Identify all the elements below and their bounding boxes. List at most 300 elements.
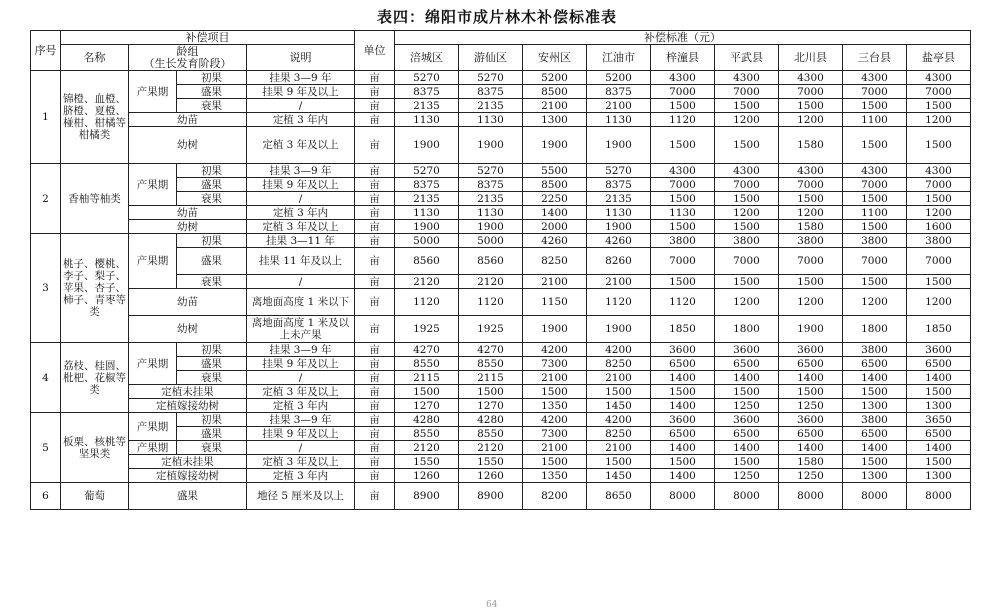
value-cell: 4300	[779, 71, 843, 85]
value-cell: 8250	[587, 357, 651, 371]
value-cell: 1900	[523, 127, 587, 164]
value-cell: 3600	[715, 413, 779, 427]
stage-label: 产果期	[129, 234, 177, 289]
value-cell: 2135	[395, 99, 459, 113]
value-cell: 7000	[651, 85, 715, 99]
stage-label: 幼树	[129, 127, 247, 164]
row-desc: 定植 3 年内	[247, 399, 355, 413]
value-cell: 1500	[651, 455, 715, 469]
value-cell: 2120	[395, 441, 459, 455]
value-cell: 4300	[715, 164, 779, 178]
value-cell: 7000	[843, 178, 907, 192]
value-cell: 1120	[651, 289, 715, 316]
row-unit: 亩	[355, 455, 395, 469]
value-cell: 1500	[779, 99, 843, 113]
row-unit: 亩	[355, 289, 395, 316]
sub-stage: 衰果	[177, 99, 247, 113]
value-cell: 4200	[587, 343, 651, 357]
value-cell: 2120	[459, 441, 523, 455]
value-cell: 1500	[651, 192, 715, 206]
stage-label: 产果期	[129, 413, 177, 441]
value-cell: 6500	[907, 427, 971, 441]
row-desc: /	[247, 371, 355, 385]
value-cell: 4280	[395, 413, 459, 427]
value-cell: 1130	[587, 113, 651, 127]
value-cell: 1200	[715, 113, 779, 127]
value-cell: 1300	[907, 399, 971, 413]
value-cell: 1500	[651, 275, 715, 289]
value-cell: 1900	[459, 127, 523, 164]
value-cell: 1400	[651, 469, 715, 483]
value-cell: 1200	[907, 289, 971, 316]
row-desc: 离地面高度 1 米以下	[247, 289, 355, 316]
value-cell: 1925	[395, 316, 459, 343]
value-cell: 1500	[843, 192, 907, 206]
value-cell: 1130	[395, 206, 459, 220]
table-row	[31, 399, 971, 413]
row-desc: 挂果 9 年及以上	[247, 178, 355, 192]
value-cell: 1500	[843, 455, 907, 469]
value-cell: 1130	[651, 206, 715, 220]
value-cell: 8000	[907, 483, 971, 510]
row-desc: 地径 5 厘米及以上	[247, 483, 355, 510]
value-cell: 2100	[587, 99, 651, 113]
value-cell: 1250	[715, 399, 779, 413]
value-cell: 1120	[651, 113, 715, 127]
value-cell: 1350	[523, 399, 587, 413]
value-cell: 4200	[523, 413, 587, 427]
value-cell: 8375	[587, 85, 651, 99]
value-cell: 2250	[523, 192, 587, 206]
value-cell: 1500	[715, 220, 779, 234]
stage-label: 产果期	[129, 164, 177, 206]
value-cell: 4300	[843, 71, 907, 85]
value-cell: 1100	[843, 206, 907, 220]
row-desc: 定植 3 年内	[247, 206, 355, 220]
table-row	[31, 483, 971, 510]
value-cell: 4260	[587, 234, 651, 248]
value-cell: 2135	[587, 192, 651, 206]
row-unit: 亩	[355, 469, 395, 483]
value-cell: 8260	[587, 248, 651, 275]
value-cell: 6500	[779, 357, 843, 371]
stage-label: 定植嫁接幼树	[129, 469, 247, 483]
value-cell: 8550	[459, 427, 523, 441]
group-seq: 6	[31, 483, 61, 510]
row-unit: 亩	[355, 71, 395, 85]
value-cell: 2135	[459, 192, 523, 206]
value-cell: 8000	[651, 483, 715, 510]
group-name: 荔枝、桂圆、枇杷、花椒等类	[61, 343, 129, 413]
value-cell: 1500	[779, 192, 843, 206]
page-title: 表四：绵阳市成片林木补偿标准表	[376, 8, 617, 26]
row-unit: 亩	[355, 99, 395, 113]
row-unit: 亩	[355, 427, 395, 441]
value-cell: 4300	[779, 164, 843, 178]
group-seq: 4	[31, 343, 61, 413]
value-cell: 2100	[587, 441, 651, 455]
value-cell: 1500	[907, 99, 971, 113]
value-cell: 1100	[843, 113, 907, 127]
value-cell: 7000	[779, 85, 843, 99]
value-cell: 1500	[715, 99, 779, 113]
stage-label: 幼苗	[129, 113, 247, 127]
header-region: 盐亭县	[907, 45, 971, 71]
group-seq: 3	[31, 234, 61, 343]
value-cell: 1500	[651, 127, 715, 164]
value-cell: 5000	[395, 234, 459, 248]
row-desc: /	[247, 275, 355, 289]
sub-stage: 盛果	[177, 248, 247, 275]
value-cell: 1270	[395, 399, 459, 413]
group-seq: 5	[31, 413, 61, 483]
table-row	[31, 164, 971, 178]
value-cell: 1800	[715, 316, 779, 343]
group-name: 板栗、核桃等坚果类	[61, 413, 129, 483]
value-cell: 8200	[523, 483, 587, 510]
value-cell: 3600	[907, 343, 971, 357]
value-cell: 1450	[587, 399, 651, 413]
value-cell: 1500	[587, 455, 651, 469]
value-cell: 1900	[587, 316, 651, 343]
value-cell: 5200	[587, 71, 651, 85]
table-row	[31, 343, 971, 357]
row-desc: /	[247, 441, 355, 455]
value-cell: 1400	[907, 441, 971, 455]
row-desc: 离地面高度 1 米及以上未产果	[247, 316, 355, 343]
value-cell: 8500	[523, 85, 587, 99]
value-cell: 7000	[715, 85, 779, 99]
value-cell: 4200	[523, 343, 587, 357]
value-cell: 1500	[459, 385, 523, 399]
value-cell: 2100	[587, 275, 651, 289]
row-desc: 定植 3 年及以上	[247, 220, 355, 234]
row-desc: 挂果 9 年及以上	[247, 357, 355, 371]
header-project: 补偿项目	[61, 31, 355, 45]
value-cell: 1500	[843, 275, 907, 289]
value-cell: 7000	[907, 85, 971, 99]
value-cell: 1900	[395, 220, 459, 234]
sub-stage: 初果	[177, 71, 247, 85]
page-number: 64	[486, 600, 498, 610]
value-cell: 1900	[459, 220, 523, 234]
value-cell: 8550	[395, 427, 459, 441]
table-row	[31, 71, 971, 85]
value-cell: 1400	[779, 371, 843, 385]
table-row	[31, 385, 971, 399]
value-cell: 3600	[651, 343, 715, 357]
value-cell: 1400	[523, 206, 587, 220]
value-cell: 2100	[523, 99, 587, 113]
value-cell: 1400	[715, 441, 779, 455]
value-cell: 1900	[587, 127, 651, 164]
value-cell: 1600	[907, 220, 971, 234]
value-cell: 1850	[651, 316, 715, 343]
value-cell: 1400	[715, 371, 779, 385]
compensation-table	[30, 30, 971, 510]
row-unit: 亩	[355, 234, 395, 248]
value-cell: 1800	[843, 316, 907, 343]
header-region: 北川县	[779, 45, 843, 71]
row-unit: 亩	[355, 275, 395, 289]
row-desc: 定植 3 年及以上	[247, 127, 355, 164]
row-desc: 挂果 3—9 年	[247, 413, 355, 427]
value-cell: 8560	[459, 248, 523, 275]
header-name: 名称	[61, 45, 129, 71]
value-cell: 1500	[779, 385, 843, 399]
stage-label: 幼苗	[129, 206, 247, 220]
table-row	[31, 455, 971, 469]
value-cell: 1300	[843, 399, 907, 413]
value-cell: 3800	[651, 234, 715, 248]
value-cell: 6500	[651, 357, 715, 371]
row-unit: 亩	[355, 371, 395, 385]
value-cell: 1500	[907, 455, 971, 469]
value-cell: 1400	[843, 371, 907, 385]
row-unit: 亩	[355, 192, 395, 206]
value-cell: 8250	[523, 248, 587, 275]
sub-stage: 初果	[177, 234, 247, 248]
value-cell: 4300	[651, 164, 715, 178]
row-unit: 亩	[355, 316, 395, 343]
value-cell: 1500	[523, 385, 587, 399]
row-desc: 挂果 9 年及以上	[247, 427, 355, 441]
value-cell: 4280	[459, 413, 523, 427]
value-cell: 3800	[779, 234, 843, 248]
row-unit: 亩	[355, 127, 395, 164]
group-name: 桃子、樱桃、李子、梨子、苹果、杏子、柿子、青枣等类	[61, 234, 129, 343]
value-cell: 1270	[459, 399, 523, 413]
sub-stage: 初果	[177, 164, 247, 178]
header-unit: 单位	[355, 31, 395, 71]
value-cell: 5270	[459, 164, 523, 178]
value-cell: 1900	[395, 127, 459, 164]
row-unit: 亩	[355, 220, 395, 234]
table-row	[31, 127, 971, 164]
value-cell: 1580	[779, 127, 843, 164]
value-cell: 5270	[395, 164, 459, 178]
sub-stage: 衰果	[177, 371, 247, 385]
value-cell: 1925	[459, 316, 523, 343]
value-cell: 8375	[459, 178, 523, 192]
value-cell: 7000	[651, 248, 715, 275]
value-cell: 1500	[651, 99, 715, 113]
value-cell: 1500	[843, 127, 907, 164]
value-cell: 1500	[907, 192, 971, 206]
value-cell: 1900	[779, 316, 843, 343]
value-cell: 1200	[907, 206, 971, 220]
row-unit: 亩	[355, 357, 395, 371]
value-cell: 1400	[779, 441, 843, 455]
value-cell: 5000	[459, 234, 523, 248]
value-cell: 1500	[587, 385, 651, 399]
value-cell: 3600	[779, 343, 843, 357]
value-cell: 5500	[523, 164, 587, 178]
row-unit: 亩	[355, 178, 395, 192]
row-unit: 亩	[355, 385, 395, 399]
value-cell: 7000	[907, 248, 971, 275]
value-cell: 1500	[715, 192, 779, 206]
stage-label: 幼树	[129, 316, 247, 343]
value-cell: 2115	[395, 371, 459, 385]
value-cell: 8375	[395, 85, 459, 99]
value-cell: 7300	[523, 427, 587, 441]
value-cell: 1500	[779, 275, 843, 289]
value-cell: 1300	[907, 469, 971, 483]
value-cell: 1400	[651, 441, 715, 455]
value-cell: 1500	[523, 455, 587, 469]
sub-stage: 盛果	[177, 85, 247, 99]
value-cell: 2000	[523, 220, 587, 234]
value-cell: 3650	[907, 413, 971, 427]
value-cell: 1400	[651, 399, 715, 413]
value-cell: 1300	[523, 113, 587, 127]
value-cell: 6500	[907, 357, 971, 371]
value-cell: 2135	[459, 99, 523, 113]
value-cell: 4200	[587, 413, 651, 427]
stage-label: 产果期	[129, 343, 177, 385]
value-cell: 5270	[395, 71, 459, 85]
value-cell: 7300	[523, 357, 587, 371]
value-cell: 8250	[587, 427, 651, 441]
value-cell: 1400	[651, 371, 715, 385]
table-row	[31, 289, 971, 316]
value-cell: 3600	[779, 413, 843, 427]
sub-stage: 衰果	[177, 441, 247, 455]
row-unit: 亩	[355, 248, 395, 275]
row-unit: 亩	[355, 206, 395, 220]
sub-stage: 初果	[177, 343, 247, 357]
value-cell: 8900	[395, 483, 459, 510]
value-cell: 1260	[459, 469, 523, 483]
value-cell: 1900	[587, 220, 651, 234]
value-cell: 4300	[907, 71, 971, 85]
value-cell: 7000	[715, 248, 779, 275]
sub-stage: 初果	[177, 413, 247, 427]
header-region: 涪城区	[395, 45, 459, 71]
sub-stage: 盛果	[177, 178, 247, 192]
value-cell: 1500	[651, 220, 715, 234]
value-cell: 1130	[459, 206, 523, 220]
group-seq: 1	[31, 71, 61, 164]
value-cell: 3800	[907, 234, 971, 248]
value-cell: 3800	[843, 234, 907, 248]
value-cell: 1120	[459, 289, 523, 316]
value-cell: 2120	[459, 275, 523, 289]
row-desc: 挂果 3—9 年	[247, 164, 355, 178]
value-cell: 1150	[523, 289, 587, 316]
row-desc: /	[247, 99, 355, 113]
stage-label: 定植未挂果	[129, 455, 247, 469]
row-unit: 亩	[355, 413, 395, 427]
header-region: 三台县	[843, 45, 907, 71]
value-cell: 1200	[907, 113, 971, 127]
stage-label: 产果期	[129, 441, 177, 455]
value-cell: 1500	[715, 275, 779, 289]
sub-stage: 盛果	[177, 427, 247, 441]
value-cell: 6500	[843, 357, 907, 371]
row-desc: /	[247, 192, 355, 206]
value-cell: 1200	[715, 289, 779, 316]
value-cell: 1200	[779, 113, 843, 127]
value-cell: 1130	[587, 206, 651, 220]
value-cell: 1500	[843, 220, 907, 234]
value-cell: 2100	[523, 371, 587, 385]
row-desc: 定植 3 年及以上	[247, 385, 355, 399]
value-cell: 4270	[395, 343, 459, 357]
value-cell: 2115	[459, 371, 523, 385]
table-row	[31, 441, 971, 455]
value-cell: 1400	[843, 441, 907, 455]
value-cell: 1130	[459, 113, 523, 127]
row-desc: 定植 3 年内	[247, 469, 355, 483]
value-cell: 7000	[779, 248, 843, 275]
sub-stage: 盛果	[177, 357, 247, 371]
value-cell: 8560	[395, 248, 459, 275]
value-cell: 1450	[587, 469, 651, 483]
value-cell: 1550	[459, 455, 523, 469]
stage-label: 盛果	[129, 483, 247, 510]
value-cell: 1120	[587, 289, 651, 316]
value-cell: 6500	[779, 427, 843, 441]
row-desc: 定植 3 年内	[247, 113, 355, 127]
value-cell: 1580	[779, 455, 843, 469]
table-row	[31, 234, 971, 248]
value-cell: 1130	[395, 113, 459, 127]
header-standard: 补偿标准（元）	[395, 31, 971, 45]
value-cell: 1500	[395, 385, 459, 399]
value-cell: 3600	[651, 413, 715, 427]
value-cell: 1200	[779, 206, 843, 220]
row-desc: 挂果 3—9 年	[247, 71, 355, 85]
value-cell: 1500	[907, 385, 971, 399]
row-desc: 挂果 11 年及以上	[247, 248, 355, 275]
header-region: 安州区	[523, 45, 587, 71]
table-row	[31, 413, 971, 427]
value-cell: 8000	[843, 483, 907, 510]
row-unit: 亩	[355, 441, 395, 455]
value-cell: 2120	[395, 275, 459, 289]
stage-label: 幼树	[129, 220, 247, 234]
value-cell: 8550	[395, 357, 459, 371]
value-cell: 6500	[715, 357, 779, 371]
value-cell: 7000	[843, 248, 907, 275]
value-cell: 1250	[779, 399, 843, 413]
value-cell: 8550	[459, 357, 523, 371]
value-cell: 8375	[587, 178, 651, 192]
value-cell: 2135	[395, 192, 459, 206]
value-cell: 5270	[459, 71, 523, 85]
group-name: 葡萄	[61, 483, 129, 510]
value-cell: 3800	[715, 234, 779, 248]
table-row	[31, 469, 971, 483]
value-cell: 4300	[651, 71, 715, 85]
table-row	[31, 316, 971, 343]
value-cell: 7000	[715, 178, 779, 192]
value-cell: 1500	[715, 455, 779, 469]
value-cell: 1550	[395, 455, 459, 469]
value-cell: 5270	[587, 164, 651, 178]
stage-label: 产果期	[129, 71, 177, 113]
value-cell: 4260	[523, 234, 587, 248]
row-unit: 亩	[355, 113, 395, 127]
value-cell: 7000	[651, 178, 715, 192]
row-desc: 定植 3 年及以上	[247, 455, 355, 469]
value-cell: 8650	[587, 483, 651, 510]
value-cell: 1250	[779, 469, 843, 483]
table-row	[31, 113, 971, 127]
value-cell: 2100	[587, 371, 651, 385]
